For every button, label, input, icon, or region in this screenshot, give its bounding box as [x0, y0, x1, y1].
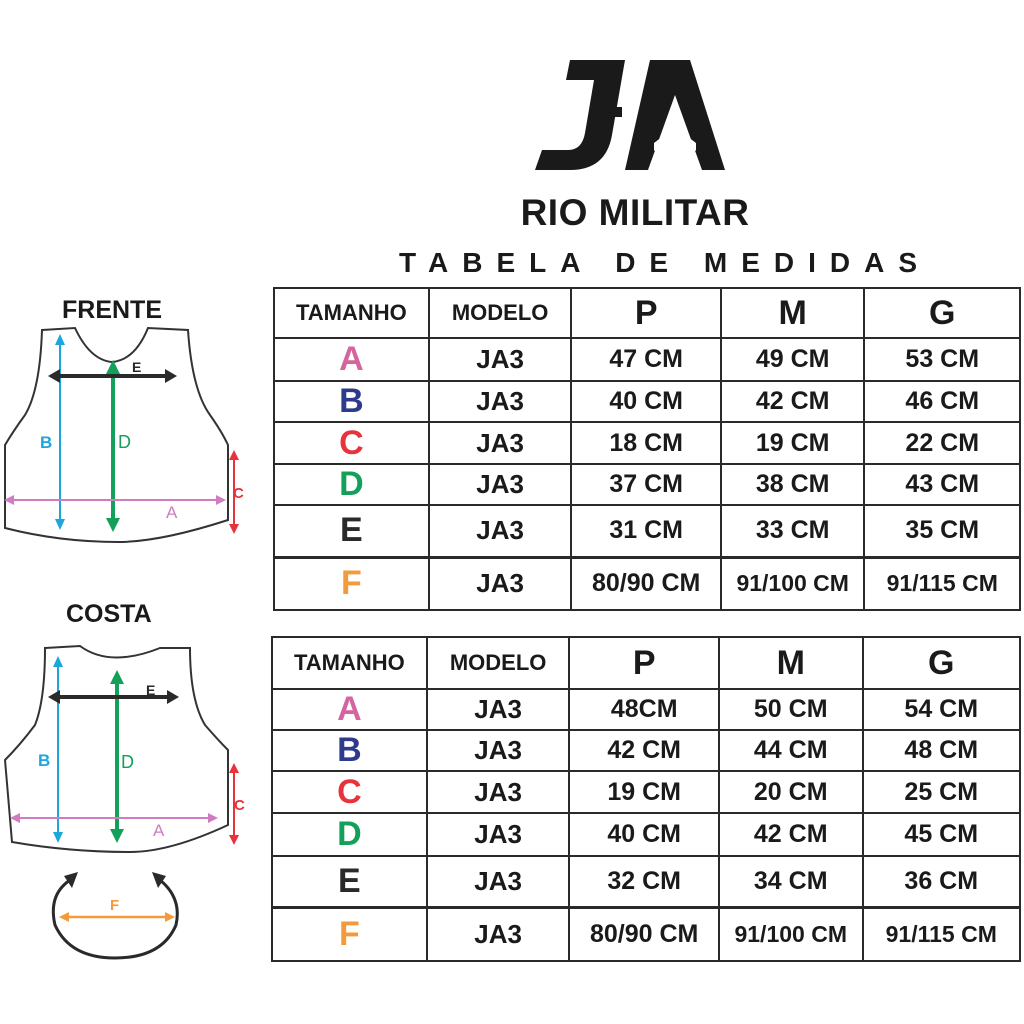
- back-f-arrow-icon: [64, 872, 78, 888]
- table-row: [272, 813, 1020, 856]
- size-m-cell: 50 CM: [719, 689, 863, 730]
- brand-name: RIO MILITAR: [520, 192, 750, 233]
- header-p: P: [569, 637, 719, 689]
- model-cell: JA3: [429, 422, 572, 464]
- size-p-cell: 80/90 CM: [571, 557, 720, 610]
- size-p-cell: 47 CM: [571, 338, 720, 381]
- header-g: G: [863, 637, 1021, 689]
- table-row: [274, 338, 1020, 381]
- logo-dash: [600, 107, 622, 117]
- back-f-loop: [53, 880, 177, 958]
- size-m-cell: 42 CM: [719, 813, 863, 856]
- back-marker-c: C: [234, 797, 245, 814]
- back-marker-b: B: [38, 751, 51, 770]
- size-letter: D: [272, 813, 427, 856]
- brand-logo: [530, 55, 730, 185]
- header-p: P: [571, 288, 720, 338]
- table-row: [274, 381, 1020, 422]
- size-g-cell: 46 CM: [864, 381, 1020, 422]
- model-cell: JA3: [427, 771, 570, 813]
- logo-chevron-icon: [654, 143, 696, 167]
- header-model: MODELO: [429, 288, 572, 338]
- size-g-cell: 91/115 CM: [863, 907, 1021, 961]
- size-letter: F: [274, 557, 429, 610]
- table-row: [274, 422, 1020, 464]
- model-cell: JA3: [429, 464, 572, 505]
- front-marker-d: D: [118, 432, 131, 452]
- front-diagram-label: FRENTE: [62, 296, 162, 324]
- size-p-cell: 19 CM: [569, 771, 719, 813]
- table-row: [272, 856, 1020, 907]
- header-size: TAMANHO: [274, 288, 429, 338]
- size-g-cell: 43 CM: [864, 464, 1020, 505]
- front-marker-e: E: [132, 359, 142, 375]
- size-g-cell: 53 CM: [864, 338, 1020, 381]
- size-letter: E: [272, 856, 427, 907]
- back-vest-diagram: [0, 640, 255, 970]
- back-diagram-label: COSTA: [66, 600, 152, 628]
- size-m-cell: 34 CM: [719, 856, 863, 907]
- model-cell: JA3: [429, 381, 572, 422]
- size-p-cell: 18 CM: [571, 422, 720, 464]
- front-vest-diagram: [0, 320, 255, 550]
- size-g-cell: 35 CM: [864, 505, 1020, 557]
- size-letter: D: [274, 464, 429, 505]
- header-model: MODELO: [427, 637, 570, 689]
- size-m-cell: 42 CM: [721, 381, 865, 422]
- front-marker-c: C: [233, 485, 244, 502]
- header-size: TAMANHO: [272, 637, 427, 689]
- back-size-table: [271, 636, 1021, 962]
- header-g: G: [864, 288, 1020, 338]
- size-m-cell: 20 CM: [719, 771, 863, 813]
- size-g-cell: 22 CM: [864, 422, 1020, 464]
- model-cell: JA3: [429, 505, 572, 557]
- header-m: M: [719, 637, 863, 689]
- size-p-cell: 42 CM: [569, 730, 719, 771]
- header-m: M: [721, 288, 865, 338]
- front-size-table: [273, 287, 1021, 611]
- size-letter: C: [274, 422, 429, 464]
- size-m-cell: 19 CM: [721, 422, 865, 464]
- model-cell: JA3: [427, 689, 570, 730]
- size-m-cell: 91/100 CM: [721, 557, 865, 610]
- size-g-cell: 36 CM: [863, 856, 1021, 907]
- document-title: TABELA DE MEDIDAS: [399, 247, 931, 278]
- size-g-cell: 54 CM: [863, 689, 1021, 730]
- front-marker-b: B: [40, 433, 53, 452]
- table-row: [274, 464, 1020, 505]
- back-marker-a: A: [153, 821, 165, 840]
- size-p-cell: 40 CM: [571, 381, 720, 422]
- size-m-cell: 91/100 CM: [719, 907, 863, 961]
- table-row: [272, 689, 1020, 730]
- front-vest-outline: [5, 328, 228, 542]
- size-letter: E: [274, 505, 429, 557]
- table-row: [274, 557, 1020, 610]
- back-marker-f: F: [110, 897, 120, 914]
- size-m-cell: 44 CM: [719, 730, 863, 771]
- size-g-cell: 48 CM: [863, 730, 1021, 771]
- table-row: [272, 730, 1020, 771]
- size-letter: F: [272, 907, 427, 961]
- logo-a-shape: [625, 60, 725, 170]
- size-p-cell: 37 CM: [571, 464, 720, 505]
- model-cell: JA3: [427, 730, 570, 771]
- model-cell: JA3: [427, 907, 570, 961]
- size-letter: B: [274, 381, 429, 422]
- size-g-cell: 45 CM: [863, 813, 1021, 856]
- table-row: [272, 771, 1020, 813]
- size-letter: A: [272, 689, 427, 730]
- table-row: [272, 907, 1020, 961]
- model-cell: JA3: [427, 856, 570, 907]
- size-p-cell: 32 CM: [569, 856, 719, 907]
- size-p-cell: 48CM: [569, 689, 719, 730]
- table-row: [274, 505, 1020, 557]
- model-cell: JA3: [429, 557, 572, 610]
- size-p-cell: 31 CM: [571, 505, 720, 557]
- size-letter: B: [272, 730, 427, 771]
- model-cell: JA3: [429, 338, 572, 381]
- size-p-cell: 80/90 CM: [569, 907, 719, 961]
- back-marker-e: E: [146, 682, 156, 698]
- size-m-cell: 38 CM: [721, 464, 865, 505]
- front-marker-a: A: [166, 503, 178, 522]
- size-m-cell: 33 CM: [721, 505, 865, 557]
- size-p-cell: 40 CM: [569, 813, 719, 856]
- size-g-cell: 25 CM: [863, 771, 1021, 813]
- model-cell: JA3: [427, 813, 570, 856]
- size-m-cell: 49 CM: [721, 338, 865, 381]
- size-g-cell: 91/115 CM: [864, 557, 1020, 610]
- size-letter: C: [272, 771, 427, 813]
- back-marker-d: D: [121, 752, 134, 772]
- size-letter: A: [274, 338, 429, 381]
